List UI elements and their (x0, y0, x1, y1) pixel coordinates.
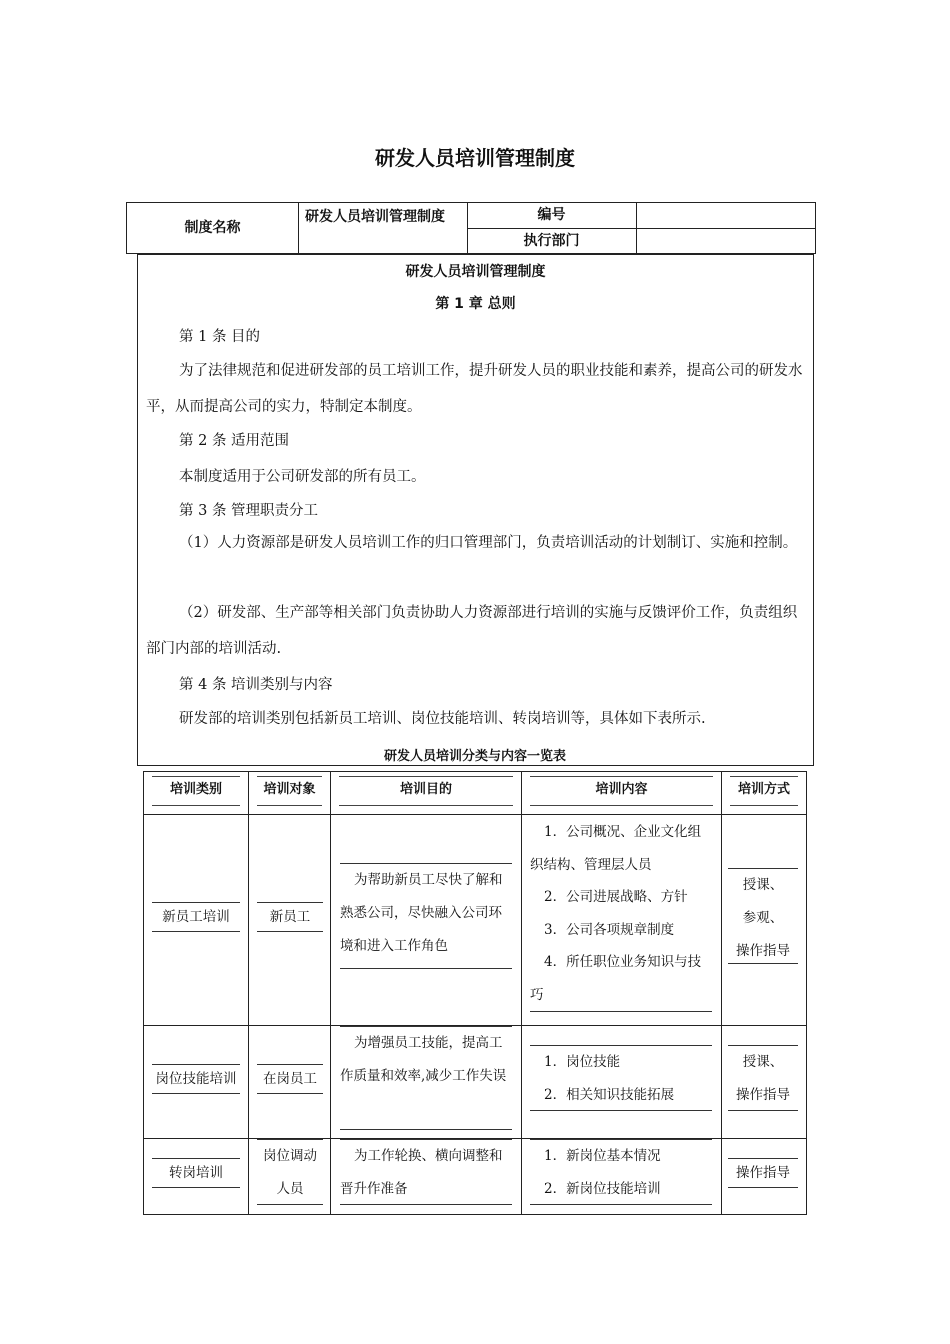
dept-value (637, 229, 815, 254)
article-heading: 第 1 条 目的 (179, 329, 261, 345)
row1-category: 新员工培训 (152, 902, 240, 932)
code-value (637, 203, 815, 228)
row1-purpose: 为帮助新员工尽快了解和熟悉公司，尽快融入公司环境和进入工作角色 (340, 863, 512, 969)
row2-category: 岗位技能培训 (152, 1064, 240, 1094)
regulation-body (137, 254, 814, 766)
header-target: 培训对象 (249, 772, 330, 814)
row1-target: 新员工 (257, 902, 323, 932)
row2-purpose: 为增强员工技能，提高工作质量和效率,减少工作失误 (340, 1026, 512, 1130)
row2-target: 在岗员工 (257, 1064, 323, 1094)
name-label: 制度名称 (184, 220, 241, 236)
paragraph: （2）研发部、生产部等相关部门负责协助人力资源部进行培训的实施与反馈评价工作，负责组织部门内部的培训活动. (146, 605, 798, 657)
name-value: 研发人员培训管理制度 (305, 209, 445, 225)
paragraph: 为了法律规范和促进研发部的员工培训工作，提升研发人员的职业技能和素养，提高公司的研发水平，从而提高公司的实力，特制定本制度。 (146, 363, 803, 415)
header-table (126, 202, 816, 254)
article-heading: 第 4 条 培训类别与内容 (179, 677, 333, 693)
row2-content: 1．岗位技能 2．相关知识技能拓展 (530, 1045, 712, 1111)
chapter-title: 第 1 章 总则 (435, 296, 516, 312)
row2-method: 授课、 操作指导 (728, 1045, 798, 1111)
document-title: 研发人员培训管理制度 (375, 146, 575, 170)
row3-method: 操作指导 (728, 1158, 798, 1188)
row3-purpose: 为工作轮换、横向调整和晋升作准备 (340, 1139, 512, 1205)
paragraph: 研发部的培训类别包括新员工培训、岗位技能培训、转岗培训等，具体如下表所示. (179, 711, 706, 727)
row3-target: 岗位调动人员 (257, 1139, 323, 1205)
header-content: 培训内容 (522, 772, 721, 814)
row1-content: 1．公司概况、企业文化组织结构、管理层人员 2．公司进展战略、方针 3．公司各项规章制度 4．所任职位业务知识与技巧 (530, 816, 712, 1012)
header-category: 培训类别 (144, 772, 248, 814)
header-method: 培训方式 (722, 772, 806, 814)
paragraph: 本制度适用于公司研发部的所有员工。 (179, 469, 426, 485)
header-purpose: 培训目的 (331, 772, 521, 814)
article-heading: 第 2 条 适用范围 (179, 433, 290, 449)
table-title: 研发人员培训分类与内容一览表 (383, 749, 566, 764)
code-label: 编号 (537, 207, 566, 223)
section-title: 研发人员培训管理制度 (405, 264, 546, 280)
dept-label: 执行部门 (523, 233, 580, 249)
training-table (143, 771, 807, 1215)
row3-content: 1．新岗位基本情况 2．新岗位技能培训 (530, 1139, 712, 1205)
paragraph: （1）人力资源部是研发人员培训工作的归口管理部门，负责培训活动的计划制订、实施和控制。 (179, 535, 798, 551)
row3-category: 转岗培训 (152, 1158, 240, 1188)
row1-method: 授课、 参观、 操作指导 (728, 868, 798, 964)
article-heading: 第 3 条 管理职责分工 (179, 503, 319, 519)
